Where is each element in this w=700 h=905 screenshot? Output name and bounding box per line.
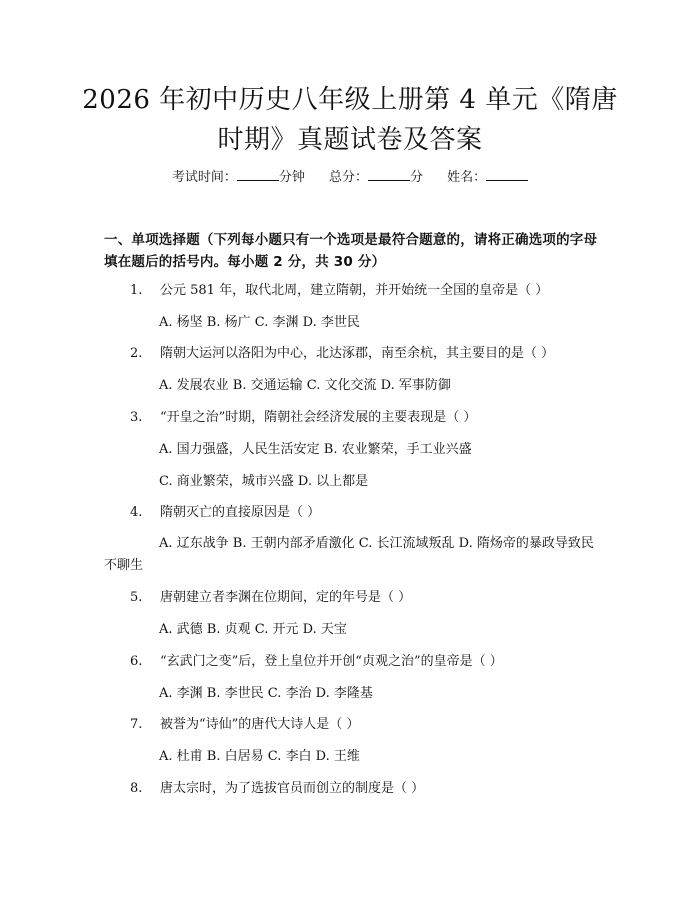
question-text: 唐太宗时，为了选拔官员而创立的制度是（ ） bbox=[160, 781, 425, 796]
student-name-blank bbox=[486, 168, 528, 181]
exam-time-unit: 分钟 bbox=[278, 170, 305, 185]
question-7-options: A. 杜甫 B. 白居易 C. 李白 D. 王维 bbox=[159, 749, 360, 764]
title-line-1: 2026 年初中历史八年级上册第 4 单元《隋唐 bbox=[82, 85, 618, 115]
total-score-label: 总分： bbox=[328, 170, 368, 185]
section-heading: 一、单项选择题（下列每小题只有一个选项是最符合题意的，请将正确选项的字母填在题后的括号内。每小题 2 分，共 30 分） bbox=[104, 232, 598, 270]
question-number: 2. bbox=[130, 346, 143, 361]
question-2-options: A. 发展农业 B. 交通运输 C. 文化交流 D. 军事防御 bbox=[159, 378, 451, 393]
student-name bbox=[447, 170, 528, 185]
question-text: 隋朝灭亡的直接原因是（ ） bbox=[160, 505, 321, 520]
title-line-2: 时期》真题试卷及答案 bbox=[217, 125, 483, 155]
question-number: 5. bbox=[130, 590, 143, 605]
exam-meta bbox=[0, 168, 700, 188]
question-number: 6. bbox=[130, 654, 143, 669]
question-number: 4. bbox=[130, 505, 143, 520]
question-3-options-line-1: A. 国力强盛，人民生活安定 B. 农业繁荣，手工业兴盛 bbox=[159, 442, 472, 457]
question-text: “开皇之治”时期，隋朝社会经济发展的主要表现是（ ） bbox=[160, 410, 477, 425]
total-score bbox=[329, 170, 427, 185]
total-score-blank bbox=[368, 168, 410, 181]
question-6-options: A. 李渊 B. 李世民 C. 李治 D. 李隆基 bbox=[159, 686, 373, 701]
student-name-label: 姓名： bbox=[447, 170, 487, 185]
total-score-unit: 分 bbox=[410, 170, 424, 185]
question-3-options-line-2: C. 商业繁荣，城市兴盛 D. 以上都是 bbox=[159, 474, 369, 489]
question-text: 隋朝大运河以洛阳为中心，北达涿郡，南至余杭，其主要目的是（ ） bbox=[160, 346, 555, 361]
question-1-options: A. 杨坚 B. 杨广 C. 李渊 D. 李世民 bbox=[159, 315, 360, 330]
question-number: 8. bbox=[130, 781, 143, 796]
exam-time-label: 考试时间： bbox=[171, 170, 237, 185]
page-title bbox=[60, 80, 640, 160]
question-text: “玄武门之变”后，登上皇位并开创“贞观之治”的皇帝是（ ） bbox=[160, 654, 503, 669]
question-number: 3. bbox=[130, 410, 143, 425]
question-text: 公元 581 年，取代北周，建立隋朝，并开始统一全国的皇帝是（ ） bbox=[160, 283, 549, 298]
exam-time bbox=[172, 170, 309, 185]
question-number: 7. bbox=[130, 717, 143, 732]
question-text: 被誉为“诗仙”的唐代大诗人是（ ） bbox=[160, 717, 360, 732]
question-text: 唐朝建立者李渊在位期间，定的年号是（ ） bbox=[160, 590, 412, 605]
question-number: 1. bbox=[130, 283, 143, 298]
question-4-options: A. 辽东战争 B. 王朝内部矛盾激化 C. 长江流域叛乱 D. 隋炀帝的暴政导致民不聊生 bbox=[104, 536, 594, 573]
question-5-options: A. 武德 B. 贞观 C. 开元 D. 天宝 bbox=[159, 622, 347, 637]
exam-time-blank bbox=[237, 168, 279, 181]
